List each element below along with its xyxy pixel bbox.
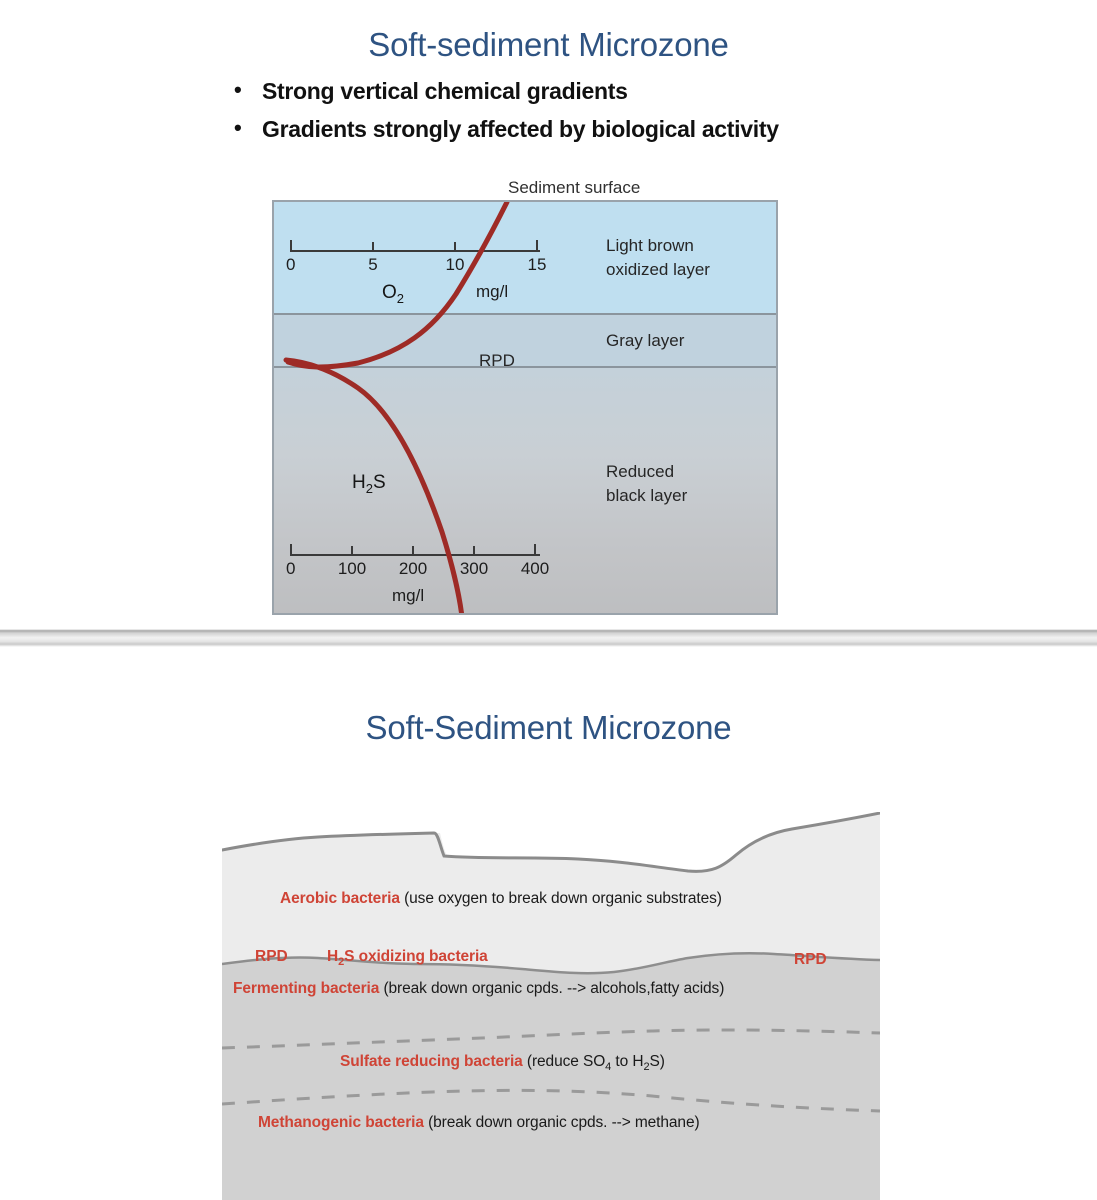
zone-species-fermenting: Fermenting bacteria xyxy=(233,980,380,997)
h2s-curve xyxy=(286,360,462,615)
o2-unit-label: mg/l xyxy=(476,282,509,301)
bullet-text: Gradients strongly affected by biological activity xyxy=(262,116,779,142)
bullet-item xyxy=(0,78,1097,105)
zone-label-h2s-oxidizing xyxy=(327,948,488,968)
o2-curve xyxy=(288,202,507,367)
zone-species-methanogenic: Methanogenic bacteria xyxy=(258,1114,424,1131)
bullet-text: Strong vertical chemical gradients xyxy=(262,78,628,104)
layer-label-line2: black layer xyxy=(606,486,688,506)
zone-species-h2s-pre: H xyxy=(327,948,339,965)
axis-tick-label: 100 xyxy=(337,559,367,578)
zone-species-sulfate: Sulfate reducing bacteria xyxy=(340,1053,523,1070)
zone-description-sulfate-sub1: 4 xyxy=(605,1061,612,1074)
axis-tick-label: 400 xyxy=(520,559,550,578)
microzone-sediment-shape xyxy=(222,812,880,1200)
axis-tick-label: 200 xyxy=(398,559,428,578)
axis-tick-label: 15 xyxy=(527,255,547,274)
zone-description-sulfate-sub2: 2 xyxy=(643,1061,650,1074)
axis-tick-label: 5 xyxy=(368,255,378,274)
axis-tick-label: 0 xyxy=(286,559,296,578)
slide-soft-sediment-microzone-2 xyxy=(0,647,1097,1200)
slide-one-title: Soft-sediment Microzone xyxy=(368,26,729,63)
zone-species-h2s-subscript: 2 xyxy=(338,956,345,969)
axis-tick-label: 300 xyxy=(459,559,489,578)
sediment-profile-box xyxy=(272,200,778,615)
zone-description-sulfate-pre: (reduce SO xyxy=(522,1053,606,1070)
axis-tick-label: 10 xyxy=(445,255,465,274)
bullet-dot-icon: • xyxy=(234,77,242,102)
layer-label-line1: Gray layer xyxy=(606,331,685,350)
zone-label-aerobic xyxy=(280,890,722,908)
layer-label-line1: Light brown xyxy=(606,236,694,255)
h2s-species-subscript: 2 xyxy=(365,480,373,496)
bullet-item xyxy=(0,116,1097,143)
zone-species-h2s-post: S oxidizing bacteria xyxy=(344,948,488,965)
slide-separator xyxy=(0,629,1097,647)
zone-label-fermenting xyxy=(233,980,724,998)
h2s-species-text-post: S xyxy=(372,472,386,493)
rpd-label-right: RPD xyxy=(794,951,827,968)
layer-label-line2: oxidized layer xyxy=(606,260,710,280)
zone-description-aerobic: (use oxygen to break down organic substrates) xyxy=(399,890,722,907)
o2-species-text: O xyxy=(382,282,397,303)
slide-one-bullet-list xyxy=(0,78,1097,143)
sediment-surface-label: Sediment surface xyxy=(508,178,641,197)
microzone-figure xyxy=(222,812,880,1200)
zone-description-fermenting: (break down organic cpds. --> alcohols,fatty acids) xyxy=(379,980,725,997)
rpd-label-profile: RPD xyxy=(479,351,515,370)
h2s-unit-label: mg/l xyxy=(392,586,425,605)
bullet-dot-icon: • xyxy=(234,115,242,140)
h2s-species-text-pre: H xyxy=(352,472,366,493)
gradient-curves xyxy=(274,202,778,615)
sediment-profile-figure xyxy=(272,178,778,615)
zone-description-methanogenic: (break down organic cpds. --> methane) xyxy=(423,1114,700,1131)
o2-species-subscript: 2 xyxy=(396,290,405,306)
rpd-label-left: RPD xyxy=(255,948,288,965)
layer-label-line1: Reduced xyxy=(606,462,675,481)
zone-description-sulfate-mid: to H xyxy=(611,1053,644,1070)
zone-label-methanogenic xyxy=(258,1114,700,1132)
slide-two-title: Soft-Sediment Microzone xyxy=(365,709,732,746)
zone-species-aerobic: Aerobic bacteria xyxy=(280,890,400,907)
zone-description-sulfate-post: S) xyxy=(649,1053,665,1070)
axis-tick-label: 0 xyxy=(286,255,296,274)
zone-label-sulfate-reducing xyxy=(340,1053,665,1073)
